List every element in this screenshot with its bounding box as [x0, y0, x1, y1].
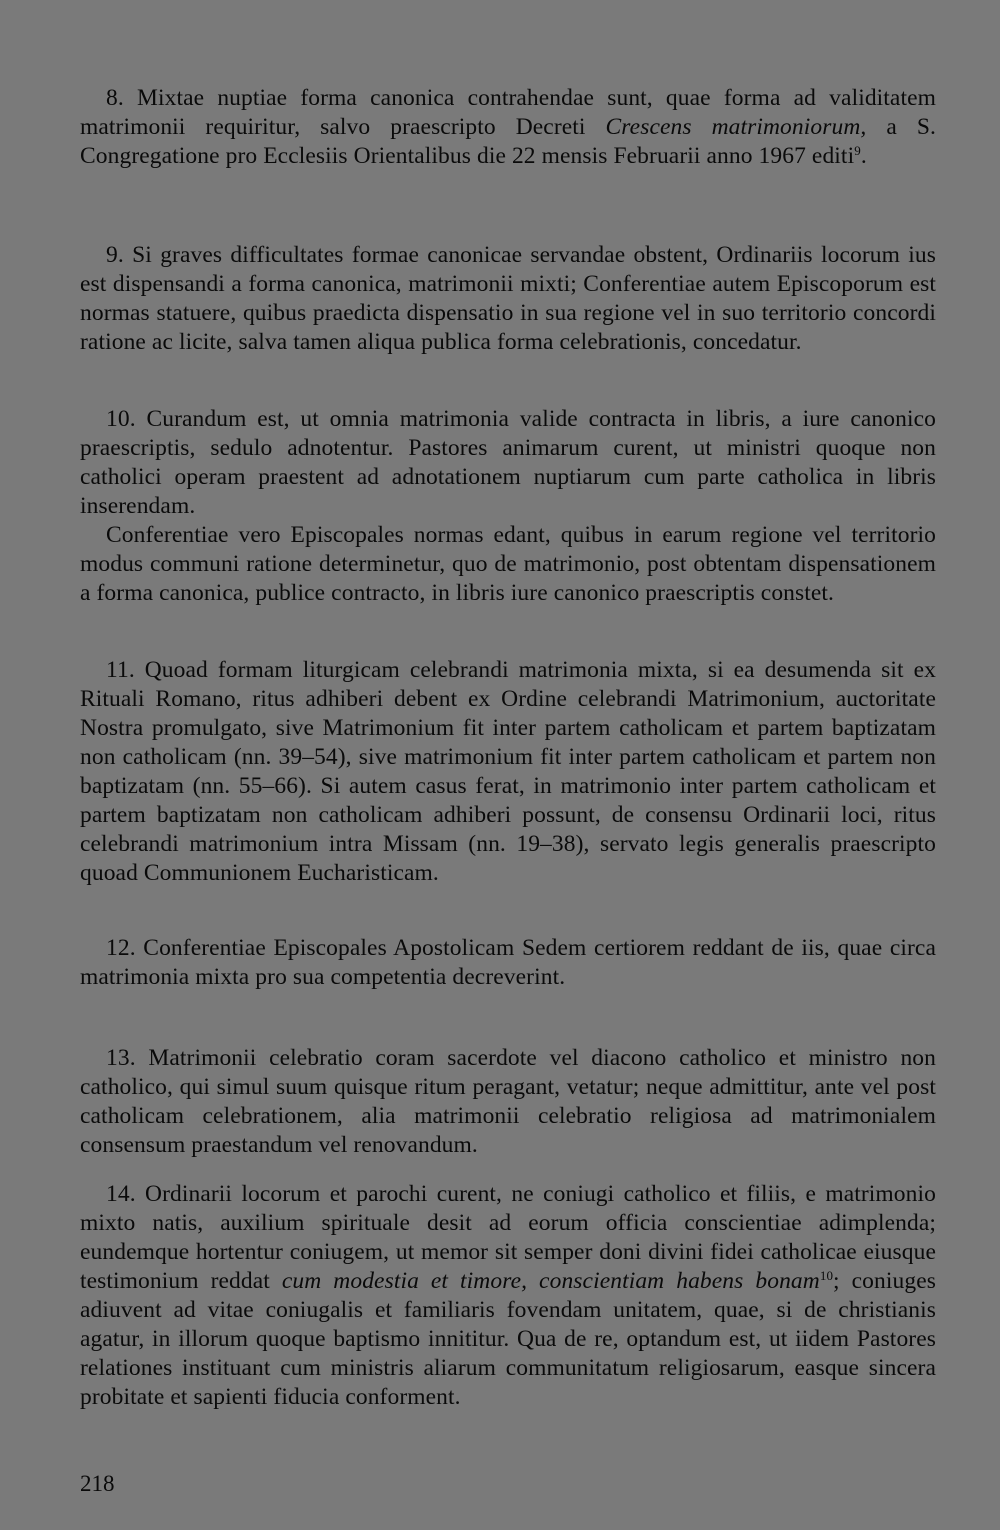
paragraph-9: [80, 241, 936, 357]
footnote-marker-10: 10: [819, 1268, 834, 1283]
paragraph-13: [80, 1044, 936, 1160]
paragraph-12-text: 12. Conferentiae Episcopales Apostolicam Sedem certiorem reddant de iis, quae circa matrimonia mixta pro sua competentia decreverint.: [80, 935, 936, 990]
paragraph-14-text-b: ; coniuges adiuvent ad vitae coniugalis et familiaris fovendam unitatem, quae, si de christianis agatur, in illorum quoque baptismo innititur. Qua de re, optandum est, ut iidem Pastores relationes instituant cum ministris aliarum communitatum religiosarum, easque sincera probitate et sapienti fiducia conforment.: [80, 1268, 936, 1410]
paragraph-10-text-2: Conferentiae vero Episcopales normas edant, quibus in earum regione vel territorio modus communi ratione determinetur, quo de matrimonio, post obtentam dispensationem a forma canonica, publice contracto, in libris iure canonico praescriptis constet.: [80, 522, 936, 606]
paragraph-14-italic-quote: cum modestia et timore, conscientiam habens bonam: [281, 1268, 820, 1294]
paragraph-10-continued: [80, 521, 936, 608]
paragraph-8: [80, 84, 936, 171]
paragraph-10-text: 10. Curandum est, ut omnia matrimonia valide contracta in libris, a iure canonico praescriptis, sedulo adnotentur. Pastores animarum curent, ut ministri quoque non catholici operam praestent ad adnotationem nuptiarum cum parte catholica in libris inserendam.: [80, 406, 936, 519]
document-body: [80, 84, 936, 1412]
paragraph-12: [80, 934, 936, 992]
paragraph-11-text: 11. Quoad formam liturgicam celebrandi matrimonia mixta, si ea desumenda sit ex Rituali Romano, ritus adhiberi debent ex Ordine celebrandi Matrimonium, auctoritate Nostra promulgato, sive Matrimonium fit inter partem catholicam et partem baptizatam non catholicam (nn. 39–54), sive matrimonium fit inter partem catholicam et partem non baptizatam (nn. 55–66). Si autem casus ferat, in matrimonio inter partem catholicam et partem baptizatam non catholicam adhiberi possunt, de consensu Ordinarii loci, ritus celebrandi matrimonium intra Missam (nn. 19–38), servato legis generalis praescripto quoad Communionem Eucharisticam.: [80, 657, 936, 886]
paragraph-14: [80, 1180, 936, 1412]
paragraph-10: [80, 405, 936, 521]
paragraph-8-text-a: 8. Mixtae nuptiae forma canonica contrahendae sunt, quae forma ad validitatem matrimonii requiritur, salvo praescripto Decreti: [80, 85, 936, 140]
paragraph-11: [80, 656, 936, 888]
paragraph-8-text-b: a S. Congregatione pro Ecclesiis Orientalibus die 22 mensis Februarii anno 1967 editi: [80, 114, 937, 169]
paragraph-8-text-c: .: [860, 143, 867, 169]
page-number: 218: [80, 1471, 115, 1496]
paragraph-9-text: 9. Si graves difficultates formae canonicae servandae obstent, Ordinariis locorum ius est dispensandi a forma canonica, matrimonii mixti; Conferentiae autem Episcoporum est normas statuere, quibus praedicta dispensatio in sua regione vel in suo territorio concordi ratione ac licite, salva tamen aliqua publica forma celebrationis, concedatur.: [80, 242, 936, 355]
paragraph-8-italic-title: Crescens matrimoniorum,: [605, 114, 867, 140]
paragraph-14-text-a: 14. Ordinarii locorum et parochi curent, ne coniugi catholico et filiis, e matrimonio mixto natis, auxilium spirituale desit ad eorum officia conscientiae adimplenda; eundemque hortentur coniugem, ut memor sit semper doni divini fidei catholicae eiusque testimonium reddat: [80, 1181, 936, 1294]
paragraph-13-text: 13. Matrimonii celebratio coram sacerdote vel diacono catholico et ministro non catholico, qui simul suum quisque ritum peragant, vetatur; neque admittitur, ante vel post catholicam celebrationem, alia matrimonii celebratio religiosa ad matrimonialem consensum praestandum vel renovandum.: [80, 1045, 936, 1158]
footnote-marker-9: 9: [854, 143, 861, 158]
